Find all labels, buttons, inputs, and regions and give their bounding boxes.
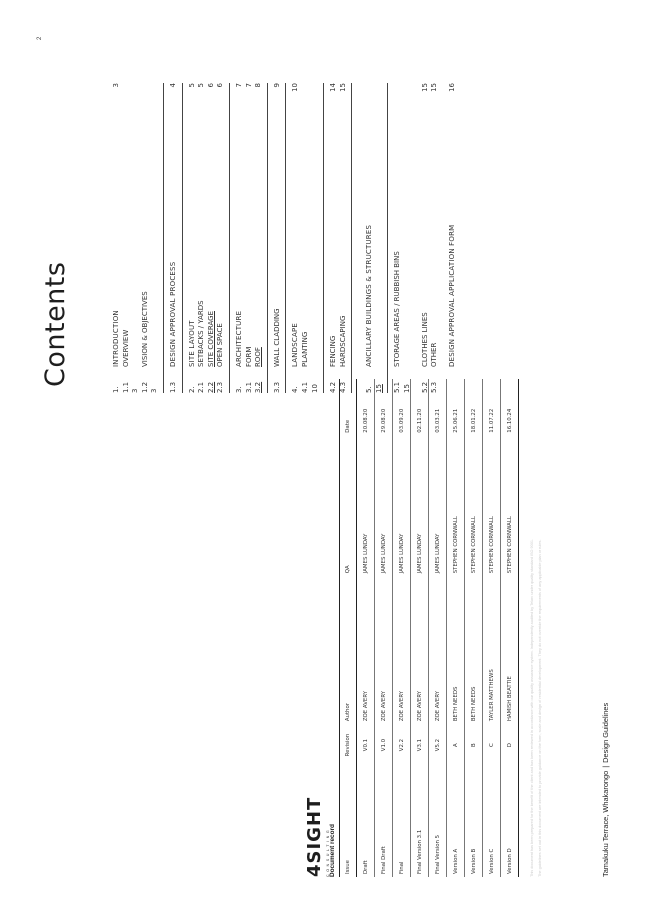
toc-entry-label: OVERVIEW (121, 329, 130, 367)
toc-entry-page: 5 (187, 83, 196, 88)
toc-entry[interactable] (112, 83, 122, 393)
cell-revision: B (465, 724, 483, 766)
table-header-row (340, 379, 357, 877)
cell-revision: V2.2 (393, 724, 411, 766)
cell-author: ZOE AVERY (375, 576, 393, 724)
toc-entry-number: 5. (365, 386, 374, 393)
logo-mark: 4SIGHT (304, 796, 325, 877)
toc-entry-label: INTRODUCTION (112, 310, 120, 367)
cell-author: HAMISH BEATTIE (501, 576, 519, 724)
toc-entry[interactable] (403, 83, 413, 393)
contents-title: Contents (40, 261, 71, 387)
toc-entry-page: 15 (420, 83, 429, 92)
toc-entry-label: ROOF (254, 347, 263, 367)
toc-entry-number: 3 (150, 388, 159, 393)
toc-entry-label: FENCING (329, 335, 338, 367)
toc-entry-label: PLANTING (300, 331, 309, 367)
cell-author: ZOE AVERY (411, 576, 429, 724)
toc-entry[interactable] (235, 83, 245, 393)
cell-qa: STEPHEN CORNWALL (483, 436, 501, 577)
header-qa: QA (340, 436, 357, 577)
cell-qa: JAMES LUNDAY (429, 436, 447, 577)
toc-entry-number: 1.1 (121, 381, 130, 393)
cell-qa: STEPHEN CORNWALL (501, 436, 519, 577)
cell-revision: V3.1 (411, 724, 429, 766)
toc-entry-label: FORM (244, 346, 253, 367)
toc-entry[interactable] (216, 83, 226, 393)
footer-site: Tamakuku Terrace, Whakarongo (601, 770, 610, 877)
cell-qa: JAMES LUNDAY (375, 436, 393, 577)
cell-author: BETH NEEDS (465, 576, 483, 724)
cell-revision: A (447, 724, 465, 766)
header-author: Author (340, 576, 357, 724)
toc-entry-page: 6 (206, 83, 215, 88)
cell-issue: Final Version 3.1 (411, 766, 429, 877)
disclaimer (530, 377, 543, 877)
cell-issue: Version B (465, 766, 483, 877)
toc-divider (387, 83, 388, 393)
cell-date: 25.06.21 (447, 379, 465, 436)
toc-entry[interactable] (339, 83, 349, 393)
toc-group (112, 83, 160, 393)
cell-revision: V5.2 (429, 724, 447, 766)
toc-entry-label: SITE LAYOUT (187, 320, 196, 367)
toc-entry-number: 4.2 (329, 381, 338, 393)
toc-entry-page: 7 (234, 83, 243, 88)
toc-divider (229, 83, 230, 393)
cell-qa: JAMES LUNDAY (393, 436, 411, 577)
toc-entry[interactable] (329, 83, 339, 393)
toc-entry-number: 15 (403, 384, 412, 393)
cell-date: 11.07.22 (483, 379, 501, 436)
toc-entry-number: 1.3 (168, 381, 177, 393)
cell-author: TAYLER MATTHEWS (483, 576, 501, 724)
toc-entry[interactable] (169, 83, 179, 393)
table-row (429, 379, 447, 877)
toc-divider (182, 83, 183, 393)
toc-entry-page: 8 (254, 83, 263, 88)
toc-entry-label: LANDSCAPE (291, 322, 300, 367)
table-row (465, 379, 483, 877)
toc-entry[interactable] (365, 83, 375, 393)
toc-entry[interactable] (430, 83, 440, 393)
toc-group (393, 83, 412, 393)
toc-entry-page: 10 (291, 83, 300, 92)
toc-group (365, 83, 384, 393)
cell-qa: JAMES LUNDAY (357, 436, 375, 577)
toc-entry-page: 4 (168, 83, 177, 88)
cell-date: 16.10.24 (501, 379, 519, 436)
table-row (447, 379, 465, 877)
toc-entry-label: OTHER (430, 342, 439, 367)
toc-group (448, 83, 458, 393)
toc-divider (267, 83, 268, 393)
toc-entry-number: 5.2 (420, 381, 429, 393)
cell-issue: Version A (447, 766, 465, 877)
cell-qa: JAMES LUNDAY (411, 436, 429, 577)
toc-entry-number: 10 (310, 384, 319, 393)
cell-date: 03.09.20 (393, 379, 411, 436)
toc-entry-number: 5.1 (393, 381, 402, 393)
cell-revision: V0.1 (357, 724, 375, 766)
toc-entry-label: SETBACKS / YARDS (197, 300, 206, 367)
toc-group (188, 83, 226, 393)
toc-entry-label: HARDSCAPING (338, 315, 347, 367)
table-row (393, 379, 411, 877)
table-row (483, 379, 501, 877)
cell-date: 20.08.20 (357, 379, 375, 436)
page-number: 2 (37, 36, 43, 40)
toc-entry-number: 3.3 (272, 381, 281, 393)
header-issue: Issue (340, 766, 357, 877)
cell-date: 03.03.21 (429, 379, 447, 436)
cell-author: ZOE AVERY (393, 576, 411, 724)
toc-entry-label: SITE COVERAGE (206, 310, 215, 367)
toc-entry[interactable] (207, 83, 217, 393)
cell-qa: STEPHEN CORNWALL (447, 436, 465, 577)
cell-date: 02.11.20 (411, 379, 429, 436)
toc-entry-page: 3 (112, 83, 120, 88)
footer-doc-title: Design Guidelines (601, 702, 610, 763)
toc-entry-label: DESIGN APPROVAL APPLICATION FORM (447, 224, 456, 367)
toc-entry-page: 6 (216, 83, 225, 88)
toc-entry[interactable] (421, 83, 431, 393)
toc-entry[interactable] (245, 83, 255, 393)
toc-entry[interactable] (254, 83, 264, 393)
toc-entry[interactable] (197, 83, 207, 393)
toc-entry-page: 16 (447, 83, 456, 92)
table-row (501, 379, 519, 877)
toc-entry[interactable] (273, 83, 283, 393)
table-of-contents (112, 83, 457, 393)
toc-entry-label: OPEN SPACE (216, 323, 225, 367)
cell-author: ZOE AVERY (429, 576, 447, 724)
toc-divider (163, 83, 164, 393)
toc-entry-number: 3 (131, 388, 140, 393)
toc-entry[interactable] (311, 83, 321, 393)
cell-issue: Draft (357, 766, 375, 877)
cell-issue: Version D (501, 766, 519, 877)
toc-entry[interactable] (141, 83, 151, 393)
toc-entry-number: 2. (187, 386, 196, 393)
page-footer (601, 703, 610, 877)
document-record-table (339, 379, 519, 877)
toc-entry[interactable] (291, 83, 301, 393)
toc-entry-page: 14 (329, 83, 338, 92)
toc-entry-label: ANCILLARY BUILDINGS & STRUCTURES (365, 224, 374, 367)
toc-entry[interactable] (131, 83, 141, 393)
toc-entry-page: 5 (197, 83, 206, 88)
toc-entry-number: 15 (374, 384, 383, 393)
toc-group (329, 83, 348, 393)
cell-issue: Version C (483, 766, 501, 877)
toc-entry[interactable] (375, 83, 385, 393)
table-row (411, 379, 429, 877)
toc-entry[interactable] (188, 83, 198, 393)
toc-entry[interactable] (122, 83, 132, 393)
toc-entry[interactable] (150, 83, 160, 393)
cell-author: BETH NEEDS (447, 576, 465, 724)
toc-entry-number: 1.2 (140, 381, 149, 393)
toc-entry-page: 15 (430, 83, 439, 92)
toc-group (273, 83, 283, 393)
toc-entry-number: 5.3 (430, 381, 439, 393)
company-logo (306, 797, 330, 877)
toc-group (235, 83, 264, 393)
toc-group (421, 83, 440, 393)
toc-entry-number: 3. (234, 386, 243, 393)
footer-separator: | (601, 765, 610, 768)
cell-issue: Final Version 5 (429, 766, 447, 877)
toc-entry-number: 3.1 (244, 381, 253, 393)
cell-revision: V1.0 (375, 724, 393, 766)
toc-entry-label: WALL CLADDING (272, 308, 281, 367)
cell-date: 29.08.20 (375, 379, 393, 436)
table-row (357, 379, 375, 877)
toc-entry-number: 3.2 (254, 381, 263, 393)
cell-date: 18.01.22 (465, 379, 483, 436)
toc-entry-label: VISION & OBJECTIVES (140, 291, 149, 367)
toc-entry-number: 4.1 (300, 381, 309, 393)
table-row (375, 379, 393, 877)
toc-group (169, 83, 179, 393)
toc-divider (323, 83, 324, 393)
toc-entry-number: 4.3 (338, 381, 347, 393)
toc-entry-label: STORAGE AREAS / RUBBISH BINS (393, 251, 402, 367)
cell-qa: STEPHEN CORNWALL (465, 436, 483, 577)
toc-entry-label: ARCHITECTURE (234, 310, 243, 367)
toc-entry-number: 2.3 (216, 381, 225, 393)
cell-issue: Final Draft (375, 766, 393, 877)
header-revision: Revision (340, 724, 357, 766)
cell-revision: C (483, 724, 501, 766)
disclaimer-line: This document has been prepared for the benefit of the client and has been reviewed in accordance with our quality assurance system. Independently audited by Telarc under quality standard ISO 9001. (530, 538, 534, 877)
toc-entry-page: 15 (338, 83, 347, 92)
logo-subtitle: CONSULTING (326, 827, 330, 877)
document-record-title: Document record (329, 824, 336, 877)
toc-entry-page: 7 (244, 83, 253, 88)
toc-entry-number: 4. (291, 386, 300, 393)
toc-entry-label: CLOTHES LINES (420, 312, 429, 367)
cell-author: ZOE AVERY (357, 576, 375, 724)
toc-group (291, 83, 320, 393)
toc-entry[interactable] (448, 83, 458, 393)
toc-entry-number: 1. (112, 386, 120, 393)
toc-divider (285, 83, 286, 393)
cell-issue: Final (393, 766, 411, 877)
disclaimer-line: The guidelines set out in this document are intended to provide guidance on the form, scale and design of residential development. They do not override the requirements of any applicable plan or rules. (538, 539, 543, 877)
toc-entry[interactable] (301, 83, 311, 393)
toc-entry-number: 2.2 (206, 381, 215, 393)
toc-entry-page: 9 (272, 83, 281, 88)
toc-entry[interactable] (393, 83, 403, 393)
header-date: Date (340, 379, 357, 436)
toc-entry-label: DESIGN APPROVAL PROCESS (168, 261, 177, 367)
cell-revision: D (501, 724, 519, 766)
toc-divider (351, 83, 352, 393)
toc-entry-number: 2.1 (197, 381, 206, 393)
